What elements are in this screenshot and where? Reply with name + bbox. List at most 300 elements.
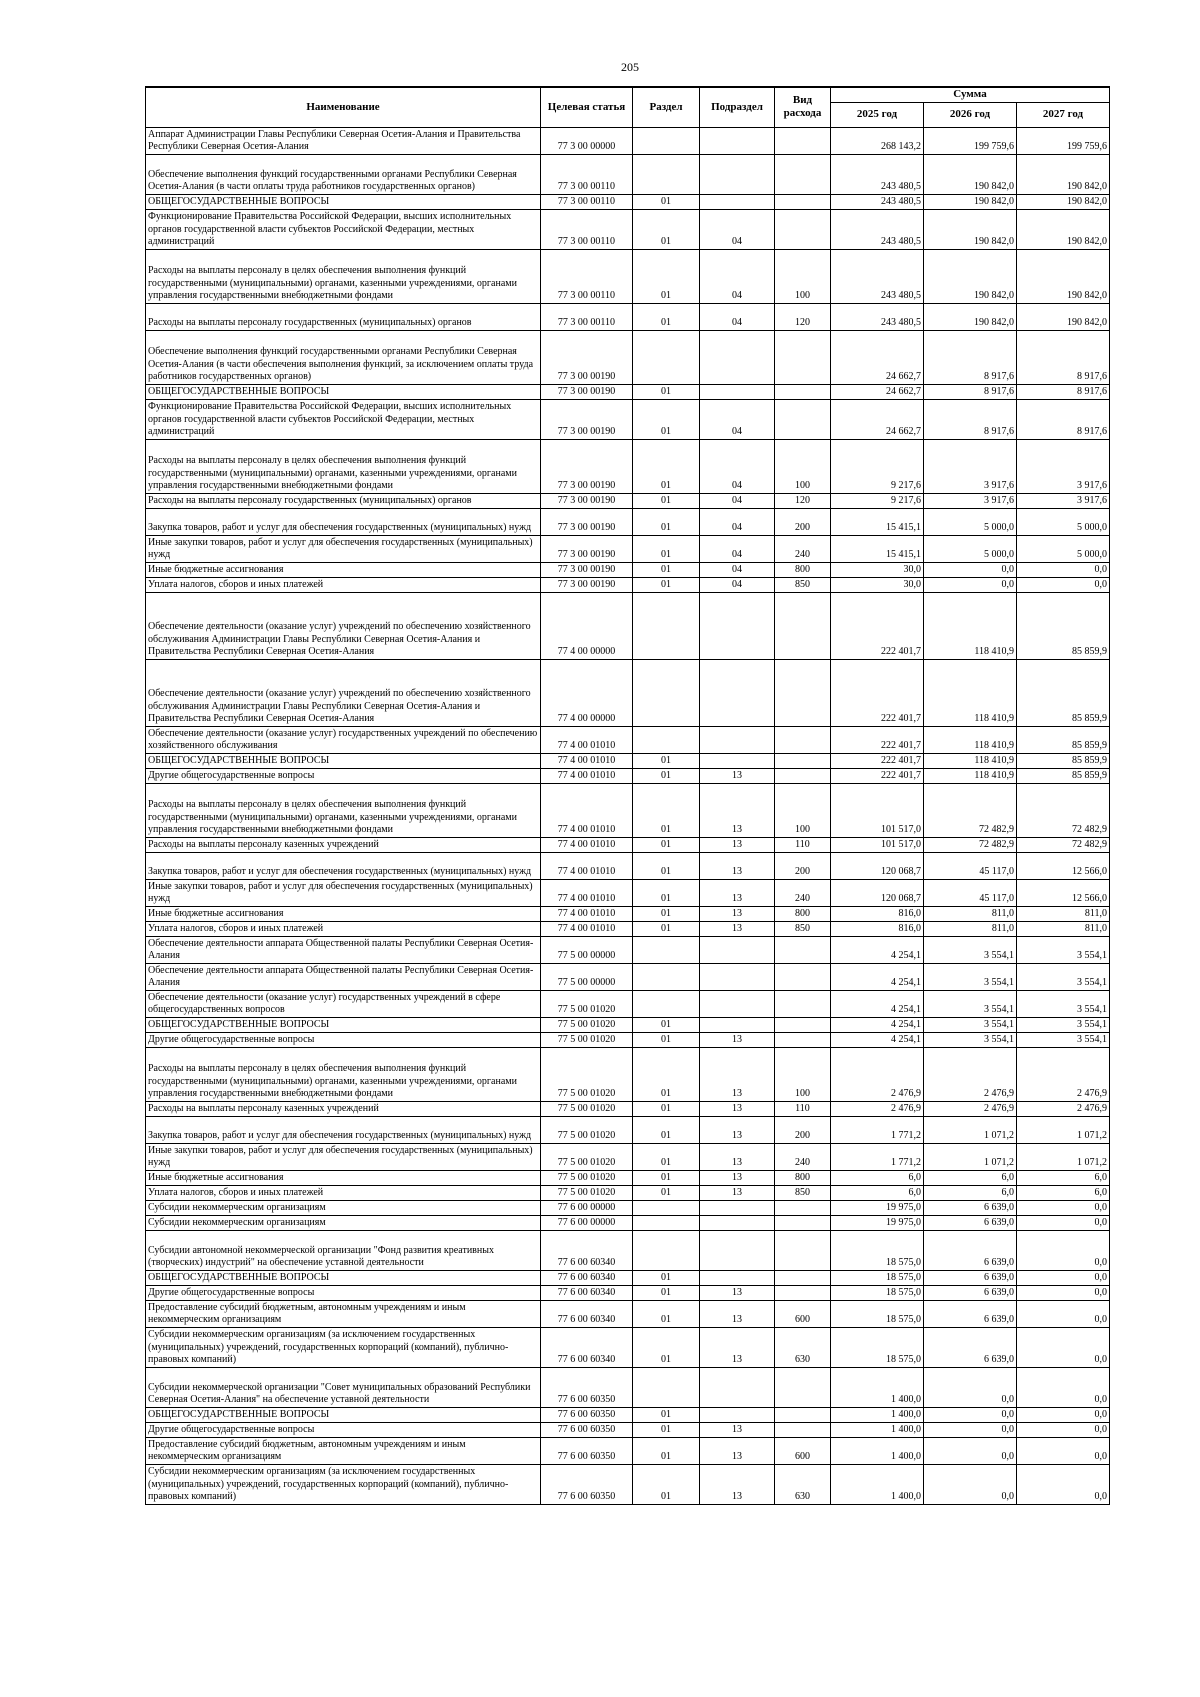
row-subsection <box>700 659 775 726</box>
row-value-2027: 2 476,9 <box>1017 1047 1110 1101</box>
row-subsection: 13 <box>700 768 775 783</box>
row-subsection: 13 <box>700 852 775 879</box>
row-name: Иные закупки товаров, работ и услуг для обеспечения государственных (муниципальных) нужд <box>146 535 541 562</box>
table-row <box>146 562 1110 577</box>
table-row <box>146 936 1110 963</box>
row-kind: 200 <box>775 508 831 535</box>
row-value-2025: 222 401,7 <box>831 726 924 753</box>
header-section: Раздел <box>633 87 700 127</box>
row-value-2027: 0,0 <box>1017 562 1110 577</box>
row-target: 77 5 00 00000 <box>541 936 633 963</box>
row-value-2025: 1 400,0 <box>831 1407 924 1422</box>
row-section <box>633 963 700 990</box>
row-section: 01 <box>633 1437 700 1464</box>
row-name: Закупка товаров, работ и услуг для обеспечения государственных (муниципальных) нужд <box>146 508 541 535</box>
row-kind: 100 <box>775 783 831 837</box>
table-row <box>146 127 1110 154</box>
row-kind <box>775 127 831 154</box>
row-value-2026: 72 482,9 <box>924 783 1017 837</box>
row-value-2025: 243 480,5 <box>831 209 924 249</box>
table-row <box>146 1032 1110 1047</box>
row-value-2027: 6,0 <box>1017 1170 1110 1185</box>
row-name: Аппарат Администрации Главы Республики Северная Осетия-Алания и Правительства Республики Северная Осетия-Алания <box>146 127 541 154</box>
row-kind: 850 <box>775 1185 831 1200</box>
row-value-2027: 3 554,1 <box>1017 1017 1110 1032</box>
row-name: Уплата налогов, сборов и иных платежей <box>146 921 541 936</box>
row-section: 01 <box>633 399 700 439</box>
row-kind <box>775 1270 831 1285</box>
row-subsection: 04 <box>700 577 775 592</box>
row-section: 01 <box>633 1185 700 1200</box>
row-value-2027: 0,0 <box>1017 1464 1110 1504</box>
row-value-2026: 118 410,9 <box>924 753 1017 768</box>
row-section: 01 <box>633 1422 700 1437</box>
table-row <box>146 1101 1110 1116</box>
row-name: Обеспечение выполнения функций государственными органами Республики Северная Осетия-Алания (в части оплаты труда работников государственных органов) <box>146 154 541 194</box>
row-kind: 100 <box>775 249 831 303</box>
row-value-2025: 222 401,7 <box>831 592 924 659</box>
row-subsection <box>700 330 775 384</box>
row-name: Иные закупки товаров, работ и услуг для обеспечения государственных (муниципальных) нужд <box>146 1143 541 1170</box>
table-row <box>146 1170 1110 1185</box>
row-value-2025: 15 415,1 <box>831 535 924 562</box>
row-value-2025: 4 254,1 <box>831 936 924 963</box>
row-target: 77 5 00 01020 <box>541 1047 633 1101</box>
row-value-2026: 1 071,2 <box>924 1143 1017 1170</box>
row-subsection: 13 <box>700 1464 775 1504</box>
row-kind: 100 <box>775 1047 831 1101</box>
row-value-2027: 3 554,1 <box>1017 990 1110 1017</box>
row-target: 77 3 00 00190 <box>541 399 633 439</box>
row-value-2026: 6 639,0 <box>924 1300 1017 1327</box>
row-kind: 110 <box>775 1101 831 1116</box>
row-name: Обеспечение деятельности (оказание услуг) государственных учреждений по обеспечению хозяйственного обслуживания <box>146 726 541 753</box>
row-value-2027: 85 859,9 <box>1017 726 1110 753</box>
row-target: 77 4 00 01010 <box>541 852 633 879</box>
table-row <box>146 249 1110 303</box>
row-value-2026: 6 639,0 <box>924 1215 1017 1230</box>
row-section: 01 <box>633 1032 700 1047</box>
row-section <box>633 1215 700 1230</box>
row-value-2025: 6,0 <box>831 1170 924 1185</box>
row-value-2027: 190 842,0 <box>1017 154 1110 194</box>
row-kind <box>775 1407 831 1422</box>
row-subsection <box>700 1407 775 1422</box>
row-subsection: 13 <box>700 1047 775 1101</box>
header-target: Целевая статья <box>541 87 633 127</box>
row-value-2026: 0,0 <box>924 1367 1017 1407</box>
row-value-2027: 12 566,0 <box>1017 879 1110 906</box>
row-kind <box>775 1422 831 1437</box>
row-name: Функционирование Правительства Российской Федерации, высших исполнительных органов государственной власти субъектов Российской Федерации, местных администраций <box>146 399 541 439</box>
row-section: 01 <box>633 879 700 906</box>
row-section <box>633 154 700 194</box>
row-value-2025: 18 575,0 <box>831 1285 924 1300</box>
row-name: ОБЩЕГОСУДАРСТВЕННЫЕ ВОПРОСЫ <box>146 753 541 768</box>
table-row <box>146 906 1110 921</box>
row-value-2026: 0,0 <box>924 1437 1017 1464</box>
table-row <box>146 1215 1110 1230</box>
row-value-2027: 3 917,6 <box>1017 493 1110 508</box>
row-section: 01 <box>633 1116 700 1143</box>
row-subsection <box>700 1215 775 1230</box>
row-kind <box>775 209 831 249</box>
row-name: Расходы на выплаты персоналу государственных (муниципальных) органов <box>146 303 541 330</box>
row-name: Другие общегосударственные вопросы <box>146 1285 541 1300</box>
row-name: Обеспечение деятельности аппарата Общественной палаты Республики Северная Осетия-Алания <box>146 963 541 990</box>
table-row <box>146 1017 1110 1032</box>
row-section: 01 <box>633 439 700 493</box>
row-value-2026: 5 000,0 <box>924 535 1017 562</box>
row-name: Предоставление субсидий бюджетным, автономным учреждениям и иным некоммерческим организациям <box>146 1437 541 1464</box>
row-target: 77 3 00 00000 <box>541 127 633 154</box>
row-name: Функционирование Правительства Российской Федерации, высших исполнительных органов государственной власти субъектов Российской Федерации, местных администраций <box>146 209 541 249</box>
table-row <box>146 1327 1110 1367</box>
row-subsection: 13 <box>700 1437 775 1464</box>
row-section: 01 <box>633 906 700 921</box>
row-target: 77 6 00 60350 <box>541 1407 633 1422</box>
table-row <box>146 1464 1110 1504</box>
row-name: Иные закупки товаров, работ и услуг для обеспечения государственных (муниципальных) нужд <box>146 879 541 906</box>
row-kind: 110 <box>775 837 831 852</box>
row-kind <box>775 1230 831 1270</box>
row-value-2026: 8 917,6 <box>924 384 1017 399</box>
row-target: 77 5 00 01020 <box>541 1185 633 1200</box>
row-section: 01 <box>633 535 700 562</box>
row-value-2026: 6 639,0 <box>924 1285 1017 1300</box>
row-name: Субсидии некоммерческим организациям (за исключением государственных (муниципальных) учреждений, государственных корпораций (компаний), публично-правовых компаний) <box>146 1464 541 1504</box>
row-target: 77 6 00 60350 <box>541 1464 633 1504</box>
row-target: 77 6 00 60340 <box>541 1285 633 1300</box>
row-target: 77 5 00 01020 <box>541 1101 633 1116</box>
row-target: 77 6 00 00000 <box>541 1215 633 1230</box>
row-value-2027: 12 566,0 <box>1017 852 1110 879</box>
row-kind: 600 <box>775 1300 831 1327</box>
row-name: ОБЩЕГОСУДАРСТВЕННЫЕ ВОПРОСЫ <box>146 194 541 209</box>
row-value-2027: 0,0 <box>1017 1327 1110 1367</box>
table-row <box>146 493 1110 508</box>
row-value-2025: 120 068,7 <box>831 852 924 879</box>
row-value-2027: 8 917,6 <box>1017 330 1110 384</box>
row-kind: 240 <box>775 879 831 906</box>
row-value-2027: 811,0 <box>1017 906 1110 921</box>
row-name: Уплата налогов, сборов и иных платежей <box>146 1185 541 1200</box>
table-row <box>146 1230 1110 1270</box>
row-name: Закупка товаров, работ и услуг для обеспечения государственных (муниципальных) нужд <box>146 852 541 879</box>
row-subsection: 13 <box>700 921 775 936</box>
row-section <box>633 659 700 726</box>
row-value-2027: 5 000,0 <box>1017 508 1110 535</box>
row-value-2027: 85 859,9 <box>1017 592 1110 659</box>
row-value-2027: 0,0 <box>1017 1285 1110 1300</box>
row-section: 01 <box>633 209 700 249</box>
row-target: 77 4 00 00000 <box>541 592 633 659</box>
table-row <box>146 508 1110 535</box>
row-target: 77 3 00 00190 <box>541 384 633 399</box>
table-row <box>146 1047 1110 1101</box>
row-value-2026: 1 071,2 <box>924 1116 1017 1143</box>
row-kind <box>775 936 831 963</box>
row-kind: 200 <box>775 852 831 879</box>
row-target: 77 3 00 00190 <box>541 439 633 493</box>
row-value-2026: 45 117,0 <box>924 879 1017 906</box>
row-value-2026: 3 554,1 <box>924 936 1017 963</box>
row-name: ОБЩЕГОСУДАРСТВЕННЫЕ ВОПРОСЫ <box>146 1407 541 1422</box>
row-value-2026: 6 639,0 <box>924 1200 1017 1215</box>
table-row <box>146 1367 1110 1407</box>
row-kind: 600 <box>775 1437 831 1464</box>
row-value-2026: 6 639,0 <box>924 1270 1017 1285</box>
table-row <box>146 1185 1110 1200</box>
row-section <box>633 990 700 1017</box>
row-section <box>633 1367 700 1407</box>
row-name: Субсидии некоммерческим организациям (за исключением государственных (муниципальных) учреждений, государственных корпораций (компаний), публично-правовых компаний) <box>146 1327 541 1367</box>
row-value-2027: 72 482,9 <box>1017 783 1110 837</box>
row-kind: 630 <box>775 1464 831 1504</box>
row-subsection: 13 <box>700 783 775 837</box>
row-kind: 120 <box>775 493 831 508</box>
row-value-2026: 190 842,0 <box>924 154 1017 194</box>
row-value-2026: 2 476,9 <box>924 1047 1017 1101</box>
row-subsection <box>700 154 775 194</box>
row-target: 77 5 00 01020 <box>541 1170 633 1185</box>
row-kind <box>775 753 831 768</box>
row-name: Уплата налогов, сборов и иных платежей <box>146 577 541 592</box>
row-name: Обеспечение выполнения функций государственными органами Республики Северная Осетия-Алания (в части обеспечения выполнения функций, за исключением оплаты труда работников государственных органов) <box>146 330 541 384</box>
table-row <box>146 768 1110 783</box>
row-value-2025: 9 217,6 <box>831 439 924 493</box>
row-kind: 630 <box>775 1327 831 1367</box>
row-kind <box>775 1017 831 1032</box>
row-value-2026: 118 410,9 <box>924 726 1017 753</box>
row-kind <box>775 1032 831 1047</box>
row-kind <box>775 963 831 990</box>
row-value-2025: 243 480,5 <box>831 303 924 330</box>
row-name: Субсидии некоммерческим организациям <box>146 1200 541 1215</box>
row-section <box>633 1200 700 1215</box>
row-name: Другие общегосударственные вопросы <box>146 1422 541 1437</box>
table-row <box>146 1270 1110 1285</box>
row-value-2025: 24 662,7 <box>831 384 924 399</box>
row-value-2027: 3 554,1 <box>1017 963 1110 990</box>
row-kind: 240 <box>775 1143 831 1170</box>
row-name: Другие общегосударственные вопросы <box>146 768 541 783</box>
row-kind: 100 <box>775 439 831 493</box>
row-section <box>633 726 700 753</box>
row-value-2025: 1 400,0 <box>831 1464 924 1504</box>
row-section: 01 <box>633 1017 700 1032</box>
table-row <box>146 439 1110 493</box>
header-name: Наименование <box>146 87 541 127</box>
row-value-2027: 0,0 <box>1017 577 1110 592</box>
row-section: 01 <box>633 562 700 577</box>
row-value-2025: 30,0 <box>831 577 924 592</box>
row-value-2025: 101 517,0 <box>831 837 924 852</box>
row-section: 01 <box>633 1143 700 1170</box>
row-name: Обеспечение деятельности (оказание услуг) учреждений по обеспечению хозяйственного обслуживания Администрации Главы Республики Северная Осетия-Алания и Правительства Республики Северная Осетия-Алания <box>146 592 541 659</box>
row-section: 01 <box>633 783 700 837</box>
page-number: 205 <box>621 60 639 74</box>
row-target: 77 6 00 00000 <box>541 1200 633 1215</box>
row-value-2026: 0,0 <box>924 577 1017 592</box>
row-value-2025: 2 476,9 <box>831 1047 924 1101</box>
row-value-2027: 0,0 <box>1017 1270 1110 1285</box>
row-value-2026: 118 410,9 <box>924 592 1017 659</box>
row-value-2025: 30,0 <box>831 562 924 577</box>
row-value-2027: 5 000,0 <box>1017 535 1110 562</box>
row-value-2025: 4 254,1 <box>831 1017 924 1032</box>
row-value-2025: 1 400,0 <box>831 1367 924 1407</box>
row-subsection: 04 <box>700 493 775 508</box>
row-value-2025: 243 480,5 <box>831 154 924 194</box>
row-value-2025: 222 401,7 <box>831 659 924 726</box>
row-value-2026: 118 410,9 <box>924 659 1017 726</box>
row-value-2025: 19 975,0 <box>831 1200 924 1215</box>
row-section: 01 <box>633 384 700 399</box>
row-subsection: 13 <box>700 906 775 921</box>
budget-table <box>145 86 1110 1505</box>
row-kind <box>775 194 831 209</box>
row-value-2025: 24 662,7 <box>831 399 924 439</box>
table-row <box>146 154 1110 194</box>
row-target: 77 3 00 00190 <box>541 330 633 384</box>
table-row <box>146 659 1110 726</box>
row-subsection <box>700 726 775 753</box>
row-kind: 240 <box>775 535 831 562</box>
row-value-2026: 3 554,1 <box>924 990 1017 1017</box>
table-row <box>146 209 1110 249</box>
row-value-2025: 120 068,7 <box>831 879 924 906</box>
row-target: 77 4 00 01010 <box>541 726 633 753</box>
row-section: 01 <box>633 1464 700 1504</box>
row-section: 01 <box>633 1270 700 1285</box>
row-section <box>633 1230 700 1270</box>
row-value-2026: 72 482,9 <box>924 837 1017 852</box>
row-section: 01 <box>633 1101 700 1116</box>
table-row <box>146 194 1110 209</box>
row-section: 01 <box>633 837 700 852</box>
row-kind <box>775 154 831 194</box>
row-value-2026: 190 842,0 <box>924 209 1017 249</box>
row-value-2025: 4 254,1 <box>831 963 924 990</box>
row-subsection <box>700 127 775 154</box>
row-kind <box>775 384 831 399</box>
row-value-2026: 811,0 <box>924 906 1017 921</box>
row-target: 77 6 00 60340 <box>541 1230 633 1270</box>
table-row <box>146 384 1110 399</box>
row-value-2027: 85 859,9 <box>1017 659 1110 726</box>
row-value-2026: 6 639,0 <box>924 1327 1017 1367</box>
row-name: Субсидии некоммерческой организации "Совет муниципальных образований Республики Северная Осетия-Алания" на обеспечение уставной деятельности <box>146 1367 541 1407</box>
row-value-2025: 1 771,2 <box>831 1143 924 1170</box>
table-header <box>146 87 1110 127</box>
row-value-2027: 190 842,0 <box>1017 209 1110 249</box>
row-value-2026: 118 410,9 <box>924 768 1017 783</box>
row-kind: 800 <box>775 562 831 577</box>
row-value-2027: 72 482,9 <box>1017 837 1110 852</box>
row-value-2026: 3 554,1 <box>924 1032 1017 1047</box>
row-subsection: 13 <box>700 1032 775 1047</box>
row-value-2025: 268 143,2 <box>831 127 924 154</box>
table-row <box>146 726 1110 753</box>
row-target: 77 5 00 01020 <box>541 1017 633 1032</box>
row-value-2027: 190 842,0 <box>1017 249 1110 303</box>
row-value-2026: 811,0 <box>924 921 1017 936</box>
row-section: 01 <box>633 493 700 508</box>
row-name: ОБЩЕГОСУДАРСТВЕННЫЕ ВОПРОСЫ <box>146 1270 541 1285</box>
table-row <box>146 1422 1110 1437</box>
row-kind <box>775 1215 831 1230</box>
row-name: Расходы на выплаты персоналу государственных (муниципальных) органов <box>146 493 541 508</box>
row-subsection: 13 <box>700 1422 775 1437</box>
row-target: 77 3 00 00110 <box>541 209 633 249</box>
row-value-2027: 190 842,0 <box>1017 303 1110 330</box>
row-value-2025: 18 575,0 <box>831 1300 924 1327</box>
row-value-2026: 45 117,0 <box>924 852 1017 879</box>
row-value-2027: 1 071,2 <box>1017 1116 1110 1143</box>
row-value-2026: 6 639,0 <box>924 1230 1017 1270</box>
row-value-2027: 3 554,1 <box>1017 1032 1110 1047</box>
row-subsection: 13 <box>700 1101 775 1116</box>
row-name: Расходы на выплаты персоналу казенных учреждений <box>146 837 541 852</box>
row-target: 77 3 00 00190 <box>541 562 633 577</box>
row-value-2027: 199 759,6 <box>1017 127 1110 154</box>
row-section <box>633 592 700 659</box>
row-section <box>633 127 700 154</box>
row-value-2025: 1 400,0 <box>831 1422 924 1437</box>
row-subsection: 13 <box>700 837 775 852</box>
row-subsection: 04 <box>700 562 775 577</box>
row-target: 77 3 00 00110 <box>541 249 633 303</box>
row-value-2025: 4 254,1 <box>831 990 924 1017</box>
row-name: Закупка товаров, работ и услуг для обеспечения государственных (муниципальных) нужд <box>146 1116 541 1143</box>
row-name: Субсидии автономной некоммерческой организации "Фонд развития креативных (творческих) индустрий" на обеспечение уставной деятельности <box>146 1230 541 1270</box>
row-kind <box>775 330 831 384</box>
row-kind <box>775 659 831 726</box>
row-value-2027: 85 859,9 <box>1017 768 1110 783</box>
row-value-2027: 0,0 <box>1017 1300 1110 1327</box>
row-subsection <box>700 1270 775 1285</box>
row-value-2026: 0,0 <box>924 1464 1017 1504</box>
row-value-2026: 8 917,6 <box>924 330 1017 384</box>
row-value-2026: 199 759,6 <box>924 127 1017 154</box>
row-target: 77 4 00 01010 <box>541 906 633 921</box>
header-sum: Сумма <box>831 87 1110 102</box>
row-subsection <box>700 753 775 768</box>
row-value-2026: 3 554,1 <box>924 963 1017 990</box>
row-target: 77 6 00 60340 <box>541 1300 633 1327</box>
row-value-2027: 0,0 <box>1017 1407 1110 1422</box>
row-value-2025: 222 401,7 <box>831 768 924 783</box>
row-value-2026: 190 842,0 <box>924 249 1017 303</box>
row-value-2027: 2 476,9 <box>1017 1101 1110 1116</box>
row-kind <box>775 726 831 753</box>
row-target: 77 3 00 00110 <box>541 194 633 209</box>
table-row <box>146 990 1110 1017</box>
row-target: 77 5 00 01020 <box>541 1143 633 1170</box>
row-section: 01 <box>633 1170 700 1185</box>
row-section: 01 <box>633 1285 700 1300</box>
row-subsection: 04 <box>700 399 775 439</box>
row-target: 77 3 00 00190 <box>541 577 633 592</box>
row-value-2025: 18 575,0 <box>831 1270 924 1285</box>
row-value-2026: 3 917,6 <box>924 493 1017 508</box>
row-name: Расходы на выплаты персоналу в целях обеспечения выполнения функций государственными (муниципальными) органами, казенными учреждениями, органами управления государственными внебюджетными фондами <box>146 439 541 493</box>
row-section: 01 <box>633 753 700 768</box>
row-value-2025: 1 400,0 <box>831 1437 924 1464</box>
row-target: 77 4 00 01010 <box>541 879 633 906</box>
row-value-2027: 0,0 <box>1017 1437 1110 1464</box>
